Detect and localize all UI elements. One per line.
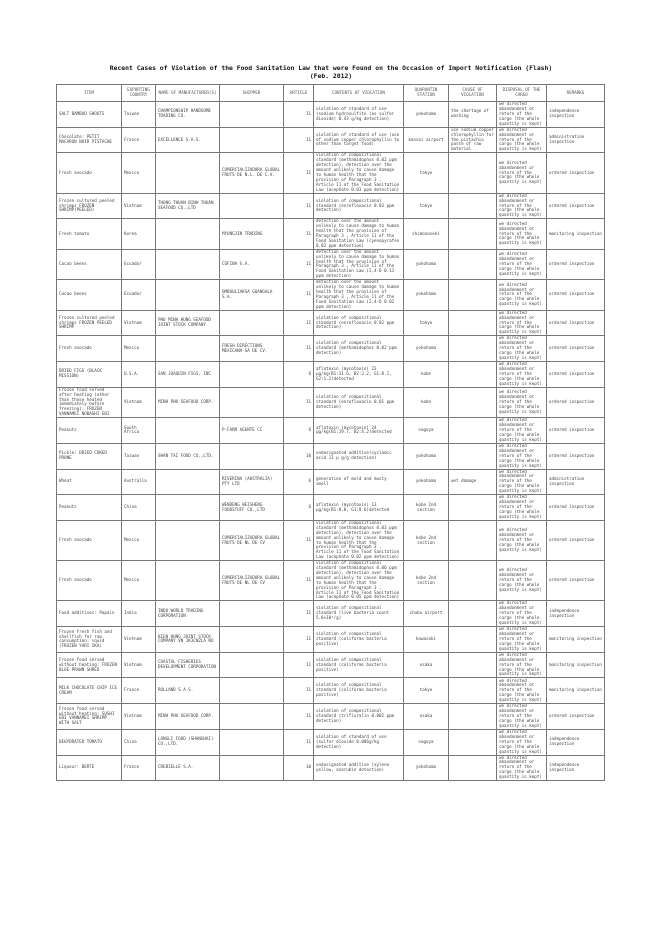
cell-quarantine-station: kobe (404, 387, 449, 417)
cell-shipper (220, 127, 284, 153)
document-title (0, 64, 662, 80)
violations-table (56, 84, 605, 781)
cell-disposal-of-cargo: we directed abandonment or return of the cargo (the whole quantity is kept) (497, 443, 547, 469)
cell-manufacturer (156, 561, 220, 601)
cell-contents-of-violation: violation of compositional standard (methamidophos 0.02 ppm detection), detection over the amount unlikely to cause damage to human health that the provision of Paragraph 3 , Article 11 of the Food Sanitation Law (acephate 0.03 ppm detection) (314, 153, 404, 193)
cell-quarantine-station: osaka (404, 652, 449, 678)
cell-disposal-of-cargo: we directed abandonment or return of the cargo (the whole quantity is kept) (497, 310, 547, 336)
cell-article: 6 (284, 495, 314, 521)
table-row (57, 310, 605, 336)
cell-shipper (220, 387, 284, 417)
cell-cause-of-violation (449, 310, 497, 336)
cell-article: 10 (284, 755, 314, 781)
cell-article: 11 (284, 193, 314, 219)
cell-disposal-of-cargo: we directed abandonment or return of the cargo (the whole quantity is kept) (497, 561, 547, 601)
cell-item: Frozen food served after heating (other than those heated immediately before freezing): FROZEN VANNAMEI NOBASHI EBI (57, 387, 122, 417)
cell-cause-of-violation (449, 193, 497, 219)
cell-contents-of-violation: violation of compositional standard (coliforms bacteria positive) (314, 627, 404, 653)
cell-manufacturer: PHU MINH HUNG SEAFOOD JOINT STOCK COMPANY (156, 310, 220, 336)
cell-disposal-of-cargo: we directed abandonment or return of the cargo (the whole quantity is kept) (497, 193, 547, 219)
cell-manufacturer: MINH PHU SEAFOOD CORP. (156, 704, 220, 730)
cell-exporting-country: U.S.A. (122, 362, 156, 388)
cell-shipper (220, 755, 284, 781)
cell-disposal-of-cargo: we directed abandonment or return of the cargo (the whole quantity is kept) (497, 127, 547, 153)
cell-shipper: WENDENG WEISHENG FOODSTUFF CO.,LTD (220, 495, 284, 521)
cell-cause-of-violation (449, 219, 497, 249)
cell-remarks: ordered inspection (547, 704, 605, 730)
cell-article: 11 (284, 249, 314, 279)
cell-manufacturer (156, 219, 220, 249)
header-exporting-country: EXPORTING COUNTRY (122, 85, 156, 102)
cell-remarks: administration inspection (547, 127, 605, 153)
cell-exporting-country: Taiwan (122, 443, 156, 469)
cell-item: Cacao beens (57, 280, 122, 310)
table-row (57, 193, 605, 219)
cell-contents-of-violation: aflatoxin (mycotoxin) 13 μg/kg(B1:8.8, G1:8.6)detected (314, 495, 404, 521)
cell-remarks: independence inspection (547, 729, 605, 755)
table-row (57, 729, 605, 755)
cell-article: 11 (284, 561, 314, 601)
cell-cause-of-violation (449, 652, 497, 678)
cell-contents-of-violation: violation of compositional standard (enrofloxacin 0.03 ppm detection) (314, 193, 404, 219)
cell-article: 11 (284, 652, 314, 678)
cell-quarantine-station: kobe (404, 362, 449, 388)
cell-disposal-of-cargo: we directed abandonment or return of the cargo (the whole quantity is kept) (497, 219, 547, 249)
table-header-row (57, 85, 605, 102)
cell-item: Food additives: Papain (57, 601, 122, 627)
cell-disposal-of-cargo: we directed abandonment or return of the cargo (the whole quantity is kept) (497, 418, 547, 444)
cell-contents-of-violation: detection over the amount unlikely to cause damage to human health that the provision of Paragraph 3 , Article 11 of the Food Sanitation Law (cyenopyrafen 0.02 ppm detection) (314, 219, 404, 249)
cell-shipper (220, 443, 284, 469)
cell-item: DRIED FIGS (BLACK MISSION) (57, 362, 122, 388)
cell-exporting-country: China (122, 495, 156, 521)
cell-article: 11 (284, 601, 314, 627)
cell-shipper: RIVERINA (AUSTRALIA) PTY LTD (220, 469, 284, 495)
cell-cause-of-violation (449, 387, 497, 417)
table-row (57, 561, 605, 601)
cell-contents-of-violation: aflatoxin (mycotoxin) 24 μg/kg(B1:19.7, B2:4.2)detected (314, 418, 404, 444)
cell-item: Fresh avocado (57, 520, 122, 560)
table-row (57, 219, 605, 249)
table-row (57, 127, 605, 153)
cell-article: 6 (284, 362, 314, 388)
cell-exporting-country: South Africa (122, 418, 156, 444)
cell-shipper: COMERCIALIZADORA GLOBAL FRUTS DE N.L. DE C.V. (220, 153, 284, 193)
cell-cause-of-violation: wet damage (449, 469, 497, 495)
cell-shipper (220, 102, 284, 128)
cell-quarantine-station: tokyo (404, 310, 449, 336)
cell-manufacturer: KIEN HUNG JOINT STOCK COMPANY VN 1K3CN2LA NO (156, 627, 220, 653)
table-row (57, 249, 605, 279)
cell-exporting-country: Ecuador (122, 249, 156, 279)
cell-manufacturer: ROLLAND S.A.S. (156, 678, 220, 704)
cell-exporting-country: Korea (122, 219, 156, 249)
cell-item: Frozen cultured peeled shrimps FROZEN SHRIMP(PEELED) (57, 193, 122, 219)
cell-exporting-country: Vietnam (122, 387, 156, 417)
cell-remarks: ordered inspection (547, 561, 605, 601)
cell-shipper: MYUNGJIN TRADING (220, 219, 284, 249)
cell-article: 11 (284, 627, 314, 653)
cell-cause-of-violation (449, 443, 497, 469)
cell-exporting-country: India (122, 601, 156, 627)
cell-exporting-country: Mexico (122, 520, 156, 560)
cell-exporting-country: Vietnam (122, 193, 156, 219)
cell-remarks: ordered inspection (547, 418, 605, 444)
cell-remarks: ordered inspection (547, 249, 605, 279)
cell-quarantine-station: yokohama (404, 249, 449, 279)
cell-disposal-of-cargo: we directed abandonment or return of the cargo (the whole quantity is kept) (497, 495, 547, 521)
cell-quarantine-station: tokyo (404, 193, 449, 219)
cell-contents-of-violation: undesignated additive(cyclamic acid 11 μ g/g detection) (314, 443, 404, 469)
cell-shipper (220, 678, 284, 704)
cell-disposal-of-cargo: we directed abandonment or return of the cargo (the whole quantity is kept) (497, 280, 547, 310)
header-disposal-of-cargo: DISPOSAL OF THE CARGO (497, 85, 547, 102)
cell-contents-of-violation: violation of standard of use (sulfer dioxide 0.086g/kg detection) (314, 729, 404, 755)
cell-remarks: ordered inspection (547, 495, 605, 521)
cell-remarks: monitoring inspection (547, 627, 605, 653)
table-row (57, 387, 605, 417)
cell-exporting-country: Ecuador (122, 280, 156, 310)
header-article: ARTICLE (284, 85, 314, 102)
cell-manufacturer: CHAMPIONSHIP HANDSOME TRADING CO. (156, 102, 220, 128)
cell-item: Frozen cultured peeled shrimps FROZEN PEELED SHRIMP (57, 310, 122, 336)
cell-remarks: ordered inspection (547, 310, 605, 336)
cell-cause-of-violation (449, 495, 497, 521)
cell-shipper (220, 601, 284, 627)
cell-quarantine-station: kobe 2nd section (404, 561, 449, 601)
cell-contents-of-violation: violation of compositional standard (methamidophos 0.03 ppm detection), detection over the amount unlikely to cause damage to human health that the provision of Paragraph 3 , Article 11 of the Food Sanitation Law (acephate 0.02 ppm detection) (314, 520, 404, 560)
table-row (57, 495, 605, 521)
cell-article: 11 (284, 219, 314, 249)
cell-remarks: ordered inspection (547, 362, 605, 388)
cell-manufacturer: LONGLI FOOD (SHANGHAI) CO.,LTD. (156, 729, 220, 755)
cell-article: 11 (284, 704, 314, 730)
cell-article: 11 (284, 102, 314, 128)
table-row (57, 601, 605, 627)
cell-item: Cacao beens (57, 249, 122, 279)
table-row (57, 280, 605, 310)
cell-quarantine-station: tokyo (404, 678, 449, 704)
header-manufacturer: NAME OF MANUFACTURER(S) (156, 85, 220, 102)
cell-cause-of-violation (449, 520, 497, 560)
cell-contents-of-violation: violation of compositional standard (methamidophos 0.02 ppm detection) (314, 336, 404, 362)
cell-manufacturer: SAN JOAQUIN FIGS, INC (156, 362, 220, 388)
cell-shipper (220, 310, 284, 336)
cell-contents-of-violation: violation of standard of use (sodium hydrosulfite (as sulfer dioxide) 0.43 g/kg detection) (314, 102, 404, 128)
cell-contents-of-violation: violation of compositional standard (enrofloxacin 0.01 ppm detection) (314, 387, 404, 417)
table-row (57, 336, 605, 362)
cell-article: 11 (284, 280, 314, 310)
cell-cause-of-violation: the shortage of washing (449, 102, 497, 128)
cell-manufacturer: COASTAL FISHERIES DEVELOPMENT CORPORATION (156, 652, 220, 678)
cell-article: 11 (284, 729, 314, 755)
table-row (57, 102, 605, 128)
cell-exporting-country: France (122, 755, 156, 781)
cell-manufacturer: THONG THUAN BINH THUAN SEAFOOD CO.,LTD (156, 193, 220, 219)
title-line-2: (Feb. 2012) (309, 72, 353, 80)
cell-manufacturer: MINH PHU SEAFOOD CORP. (156, 387, 220, 417)
cell-cause-of-violation (449, 418, 497, 444)
cell-quarantine-station: nagoya (404, 729, 449, 755)
cell-quarantine-station: kansai airport (404, 127, 449, 153)
cell-cause-of-violation (449, 755, 497, 781)
cell-cause-of-violation (449, 249, 497, 279)
cell-shipper: P-FARM AGENTE CC (220, 418, 284, 444)
cell-contents-of-violation: violation of compositional standard (enrofloxacin 0.02 ppm detection) (314, 310, 404, 336)
cell-shipper (220, 362, 284, 388)
cell-manufacturer (156, 418, 220, 444)
cell-item: Peanuts (57, 418, 122, 444)
cell-cause-of-violation (449, 627, 497, 653)
cell-shipper: COMERCIALIZADORA GLOBAL FRUTS DE NL DE CV (220, 520, 284, 560)
cell-article: 6 (284, 469, 314, 495)
cell-manufacturer: EXCELLENCE S.A.S. (156, 127, 220, 153)
cell-disposal-of-cargo: we directed abandonment or return of the cargo (the whole quantity is kept) (497, 387, 547, 417)
cell-remarks: ordered inspection (547, 280, 605, 310)
cell-remarks: independence inspection (547, 601, 605, 627)
cell-manufacturer: INDO WORLD TRADING CORPORATION (156, 601, 220, 627)
cell-quarantine-station: kawasaki (404, 627, 449, 653)
cell-shipper (220, 652, 284, 678)
cell-manufacturer (156, 249, 220, 279)
cell-cause-of-violation (449, 601, 497, 627)
header-shipper: SHIPPER (220, 85, 284, 102)
cell-disposal-of-cargo: we directed abandonment or return of the cargo (the whole quantity is kept) (497, 652, 547, 678)
cell-disposal-of-cargo: we directed abandonment or return of the cargo (the whole quantity is kept) (497, 153, 547, 193)
cell-article: 11 (284, 153, 314, 193)
cell-shipper: COFINA S.A. (220, 249, 284, 279)
cell-manufacturer: SHAN TAI FOOD CO.,LTD. (156, 443, 220, 469)
cell-item: Frozen food served without heating: SUSHI EBI VANNAMEI SHRIMP WITH SALT (57, 704, 122, 730)
cell-shipper: FRESH DIRECTIONS MEXICANA SA DE CV. (220, 336, 284, 362)
cell-cause-of-violation (449, 561, 497, 601)
cell-quarantine-station: tokyo (404, 153, 449, 193)
cell-contents-of-violation: detection over the amount unlikely to cause damage to human health that the provision of Paragraph 3 , Article 11 of the Food Sanitation Law (2,4-D 0.02 ppm detection) (314, 280, 404, 310)
table-row (57, 627, 605, 653)
cell-item: MILK CHOCOLATE CHIP ICE CREAM (57, 678, 122, 704)
cell-exporting-country: Australia (122, 469, 156, 495)
cell-disposal-of-cargo: we directed abandonment or return of the cargo (the whole quantity is kept) (497, 627, 547, 653)
cell-remarks: ordered inspection (547, 520, 605, 560)
cell-disposal-of-cargo: we directed abandonment or return of the cargo (the whole quantity is kept) (497, 249, 547, 279)
cell-quarantine-station: yokohama (404, 102, 449, 128)
cell-disposal-of-cargo: we directed abandonment or return of the cargo (the whole quantity is kept) (497, 520, 547, 560)
cell-contents-of-violation: violation of compositional standard (live bacteria count 5.0×10⁴/g) (314, 601, 404, 627)
table-row (57, 443, 605, 469)
cell-quarantine-station: kobe 2nd section (404, 520, 449, 560)
cell-exporting-country: France (122, 127, 156, 153)
cell-contents-of-violation: violation of compositional standard (trifluralin 0.002 ppm detection) (314, 704, 404, 730)
cell-quarantine-station: shimonoseki (404, 219, 449, 249)
cell-item: Chocolate: PETIT MACARON NOIR PISTACHE (57, 127, 122, 153)
cell-quarantine-station: yokohama (404, 469, 449, 495)
cell-manufacturer (156, 520, 220, 560)
cell-item: SALT BAMBOO SHOOTS (57, 102, 122, 128)
cell-shipper (220, 193, 284, 219)
cell-remarks: ordered inspection (547, 336, 605, 362)
cell-remarks: administration inspection (547, 469, 605, 495)
cell-article: 6 (284, 418, 314, 444)
cell-quarantine-station: yokohama (404, 443, 449, 469)
cell-contents-of-violation: violation of standard of use (use of sodium copper chlorophyllin to other than target food) (314, 127, 404, 153)
cell-article: 11 (284, 310, 314, 336)
cell-disposal-of-cargo: we directed abandonment or return of the cargo (the whole quantity is kept) (497, 678, 547, 704)
cell-article: 11 (284, 520, 314, 560)
cell-cause-of-violation (449, 153, 497, 193)
cell-remarks: ordered inspection (547, 443, 605, 469)
table-row (57, 755, 605, 781)
cell-item: Frozen fresh fish and shellfish for raw consumption: squid (FROZEN YARI IKA) (57, 627, 122, 653)
cell-contents-of-violation: detection over the amount unlikely to cause damage to human health that the provision of Paragraph 3 , Article 11 of the Food Sanitation Law (2,4-D 0.13 ppm detection) (314, 249, 404, 279)
cell-cause-of-violation (449, 362, 497, 388)
cell-manufacturer (156, 495, 220, 521)
cell-contents-of-violation: violation of compositional standard (coliforms bacteria positive) (314, 652, 404, 678)
header-quarantine-station: QUARANTIN STATION (404, 85, 449, 102)
cell-article: 11 (284, 678, 314, 704)
cell-cause-of-violation (449, 336, 497, 362)
table-row (57, 678, 605, 704)
cell-item: Fresh avocado (57, 336, 122, 362)
cell-remarks: independence inspection (547, 102, 605, 128)
cell-remarks: ordered inspection (547, 153, 605, 193)
cell-disposal-of-cargo: we directed abandonment or return of the cargo (the whole quantity is kept) (497, 601, 547, 627)
table-body (57, 102, 605, 781)
cell-exporting-country: Vietnam (122, 652, 156, 678)
cell-shipper (220, 627, 284, 653)
cell-manufacturer (156, 469, 220, 495)
cell-remarks: monitoring inspection (547, 652, 605, 678)
cell-exporting-country: Vietnam (122, 627, 156, 653)
cell-shipper: OMBOULIAKSA GUANGALA S.A. (220, 280, 284, 310)
cell-contents-of-violation: aflatoxin (mycotoxin) 23 μg/kg(B1:11.6, B2:2.2, G1:8.1, G2:1.2)detected (314, 362, 404, 388)
cell-cause-of-violation (449, 280, 497, 310)
cell-disposal-of-cargo: we directed abandonment or return of the cargo (the whole quantity is kept) (497, 336, 547, 362)
cell-exporting-country: Taiwan (122, 102, 156, 128)
cell-item: Peanuts (57, 495, 122, 521)
table-row (57, 704, 605, 730)
cell-shipper (220, 729, 284, 755)
header-cause-of-violation: CAUSE OF VIOLATION (449, 85, 497, 102)
cell-disposal-of-cargo: we directed abandonment or return of the cargo (the whole quantity is kept) (497, 729, 547, 755)
cell-article: 11 (284, 387, 314, 417)
cell-contents-of-violation: undesignated additive (xylene yellow, azorubin detection) (314, 755, 404, 781)
cell-cause-of-violation (449, 729, 497, 755)
cell-exporting-country: China (122, 729, 156, 755)
cell-exporting-country: Mexico (122, 153, 156, 193)
table-row (57, 418, 605, 444)
cell-item: DEHYDRATED TOMATO (57, 729, 122, 755)
cell-quarantine-station: yokohama (404, 336, 449, 362)
cell-manufacturer (156, 153, 220, 193)
cell-disposal-of-cargo: we directed abandonment or return of the cargo (the whole quantity is kept) (497, 362, 547, 388)
cell-item: Fresh avocado (57, 153, 122, 193)
cell-contents-of-violation: generation of mold and musty smell (314, 469, 404, 495)
table-row (57, 520, 605, 560)
cell-article: 11 (284, 127, 314, 153)
cell-contents-of-violation: violation of compositional standard (coliforms bacteria positive) (314, 678, 404, 704)
cell-remarks: ordered inspection (547, 193, 605, 219)
table-row (57, 153, 605, 193)
cell-article: 11 (284, 336, 314, 362)
cell-disposal-of-cargo: we directed abandonment or return of the cargo (the whole quantity is kept) (497, 102, 547, 128)
cell-cause-of-violation (449, 704, 497, 730)
cell-contents-of-violation: violation of compositional standard (methamidophos 0.06 ppm detection), detection over the amount unlikely to cause damage to human health that the provision of Paragraph 3 , Article 11 of the Food Sanitation Law (acephate 0.05 ppm detection) (314, 561, 404, 601)
cell-manufacturer (156, 280, 220, 310)
cell-remarks: monitoring inspection (547, 219, 605, 249)
cell-shipper (220, 704, 284, 730)
cell-exporting-country: Vietnam (122, 310, 156, 336)
cell-item: Pickle: DRIED CUKED PRUNE (57, 443, 122, 469)
cell-item: Liqueur: BERTE (57, 755, 122, 781)
cell-remarks: monitoring inspection (547, 678, 605, 704)
cell-exporting-country: France (122, 678, 156, 704)
header-contents-of-violation: CONTENTS OF VIOLATION (314, 85, 404, 102)
cell-cause-of-violation (449, 678, 497, 704)
cell-disposal-of-cargo: we directed abandonment or return of the cargo (the whole quantity is kept) (497, 755, 547, 781)
cell-manufacturer: CREBIELLE S.A. (156, 755, 220, 781)
cell-quarantine-station: osaka (404, 704, 449, 730)
title-line-1: Recent Cases of Violation of the Food Sanitation Law that were Found on the Occasion of Import Notification (Flash) (109, 64, 553, 72)
cell-quarantine-station: yokohama (404, 755, 449, 781)
cell-disposal-of-cargo: we directed abandonment or return of the cargo (the whole quantity is kept) (497, 704, 547, 730)
cell-item: Fresh tomato (57, 219, 122, 249)
cell-remarks: ordered inspection (547, 387, 605, 417)
cell-quarantine-station: nagoya (404, 418, 449, 444)
cell-quarantine-station: yokohama (404, 280, 449, 310)
table-row (57, 362, 605, 388)
header-item: ITEM (57, 85, 122, 102)
cell-article: 10 (284, 443, 314, 469)
cell-exporting-country: Mexico (122, 336, 156, 362)
cell-manufacturer (156, 336, 220, 362)
header-remarks: REMARKS (547, 85, 605, 102)
cell-shipper: COMERCIALIZADORA GLOBAL FRUTS DE NL DE CV (220, 561, 284, 601)
cell-disposal-of-cargo: we directed abandonment or return of the cargo (the whole quantity is kept) (497, 469, 547, 495)
cell-item: Fresh avocado (57, 561, 122, 601)
cell-quarantine-station: kobe 2nd section (404, 495, 449, 521)
cell-quarantine-station: chubu airport (404, 601, 449, 627)
cell-exporting-country: Mexico (122, 561, 156, 601)
cell-exporting-country: Vietnam (122, 704, 156, 730)
table-row (57, 652, 605, 678)
cell-cause-of-violation: use sodium copper chlorophyllin for the pistachio paste of raw material (449, 127, 497, 153)
cell-item: Wheat (57, 469, 122, 495)
table-row (57, 469, 605, 495)
cell-remarks: independence inspection (547, 755, 605, 781)
cell-item: Frozen food served without heating: FROZEN BLUE PRAWN SHRED (57, 652, 122, 678)
